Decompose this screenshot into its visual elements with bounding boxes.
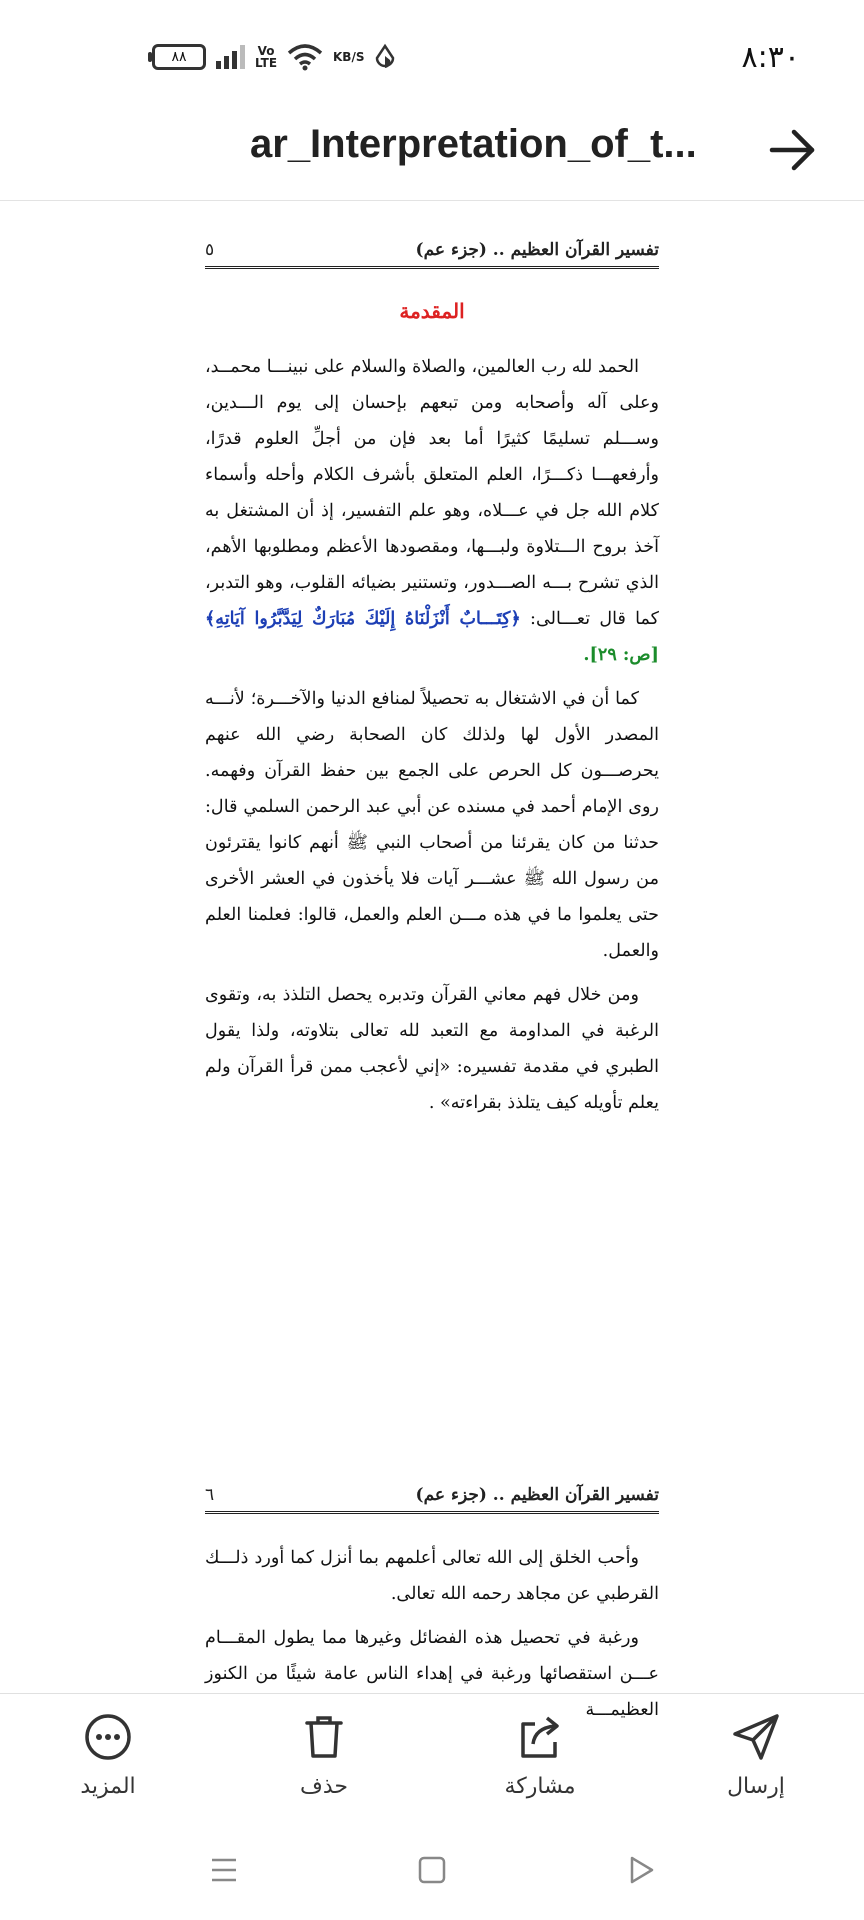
share-button[interactable] xyxy=(432,1694,648,1804)
delete-label: حذف xyxy=(300,1774,348,1799)
more-icon xyxy=(83,1712,133,1762)
page-header xyxy=(205,240,659,269)
back-arrow-icon[interactable] xyxy=(760,118,824,182)
page-number: ٥ xyxy=(205,240,215,260)
wifi-icon xyxy=(287,43,323,71)
page-header xyxy=(205,1485,659,1514)
paragraph: كما أن في الاشتغال به تحصيلاً لمنافع الدنيا والآخـــرة؛ لأنـــه المصدر الأول لها ولذلك كان الصحابة رضي الله عنهم يحرصـــون كل الحرص على الجمع بين حفظ القرآن وفهمه. روى الإمام أحمد في مسنده عن أبي عبد الرحمن السلمي قال: حدثنا من كان يقرئنا من أصحاب النبي ﷺ أنهم كانوا يقترئون من رسول الله ﷺ عشـــر آيات فلا يأخذون في العشر الأخرى حتى يعلموا ما في هذه مـــن العلم والعمل، قالوا: فعلمنا العلم والعمل. xyxy=(205,689,659,961)
page-header-title: تفسير القرآن العظيم .. (جزء عم) xyxy=(415,1485,659,1505)
send-label: إرسال xyxy=(727,1774,785,1799)
more-button[interactable] xyxy=(0,1694,216,1804)
network-speed: KB/S xyxy=(333,50,365,64)
page-header-title: تفسير القرآن العظيم .. (جزء عم) xyxy=(415,240,659,260)
delete-button[interactable] xyxy=(216,1694,432,1804)
status-bar xyxy=(0,0,864,100)
battery-icon xyxy=(152,44,206,70)
share-label: مشاركة xyxy=(504,1774,576,1799)
battery-level: ٨٨ xyxy=(171,49,187,65)
share-icon xyxy=(515,1712,565,1762)
send-icon xyxy=(731,1712,781,1762)
quran-verse: ﴿كِتَـــابٌ أَنْزَلْنَاهُ إِلَيْكَ مُبَارَكٌ لِيَدَّبَّرُوا آيَاتِهِ﴾ xyxy=(205,608,521,629)
title-bar xyxy=(0,100,864,201)
page-number: ٦ xyxy=(205,1485,215,1505)
document-viewer[interactable] xyxy=(0,205,864,1720)
volte-indicator: Vo LTE xyxy=(255,44,278,70)
back-triangle-icon[interactable] xyxy=(620,1850,660,1890)
paragraph: ومن خلال فهم معاني القرآن وتدبره يحصل التلذذ به، وتقوى الرغبة في المداومة مع التعبد لله تعالى بتلاوته، ولذا يقول الطبري في مقدمة تفسيره: «إني لأعجب ممن قرأ القرآن ولم يعلم تأويله كيف يتلذذ بقراءته» . xyxy=(205,985,659,1113)
section-heading: المقدمة xyxy=(399,299,465,323)
status-icons xyxy=(152,40,396,74)
paragraph: ورغبة في تحصيل هذه الفضائل وغيرها مما يطول المقـــام عـــن استقصائها ورغبة في إهداء الناس عامة شيئًا من الكنوز العظيمـــة xyxy=(205,1628,659,1720)
home-icon[interactable] xyxy=(412,1850,452,1890)
signal-icon xyxy=(216,45,245,69)
trash-icon xyxy=(299,1712,349,1762)
data-saver-icon xyxy=(374,43,396,71)
document-page-1 xyxy=(205,240,659,1129)
send-button[interactable] xyxy=(648,1694,864,1804)
paragraph: وأحب الخلق إلى الله تعالى أعلمهم بما أنزل كما أورد ذلـــك القرطبي عن مجاهد رحمه الله تعالى. xyxy=(205,1548,659,1604)
status-time: ٨:٣٠ xyxy=(741,40,800,75)
verse-reference: [ص: ٢٩]. xyxy=(583,644,659,665)
document-title: ar_Interpretation_of_t... xyxy=(250,122,697,166)
menu-icon[interactable] xyxy=(204,1850,244,1890)
more-label: المزيد xyxy=(80,1774,136,1799)
system-nav-bar xyxy=(0,1820,864,1920)
paragraph xyxy=(205,349,659,673)
action-bar xyxy=(0,1693,864,1804)
paragraph-text: الحمد لله رب العالمين، والصلاة والسلام على نبينـــا محمــد، وعلى آله وأصحابه ومن تبعهم بإحسان إلى يوم الـــدين، وســـلم تسليمًا كثيرًا أما بعد فإن من أجلِّ العلوم قدرًا، وأرفعهـــا ذكـــرًا، العلم المتعلق بأشرف الكلام وأحله وأسماء كلام الله جل في عـــلاه، وهو علم التفسير، إذ أن المشتغل به آخذ بروح الـــتلاوة ولبـــها، ومقصودها الأعظم ومطلوبها الأهم، الذي تشرح بـــه الصـــدور، وتستنير بضيائه القلوب، وهو التدبر، كما قال تعـــالى: xyxy=(205,357,660,629)
